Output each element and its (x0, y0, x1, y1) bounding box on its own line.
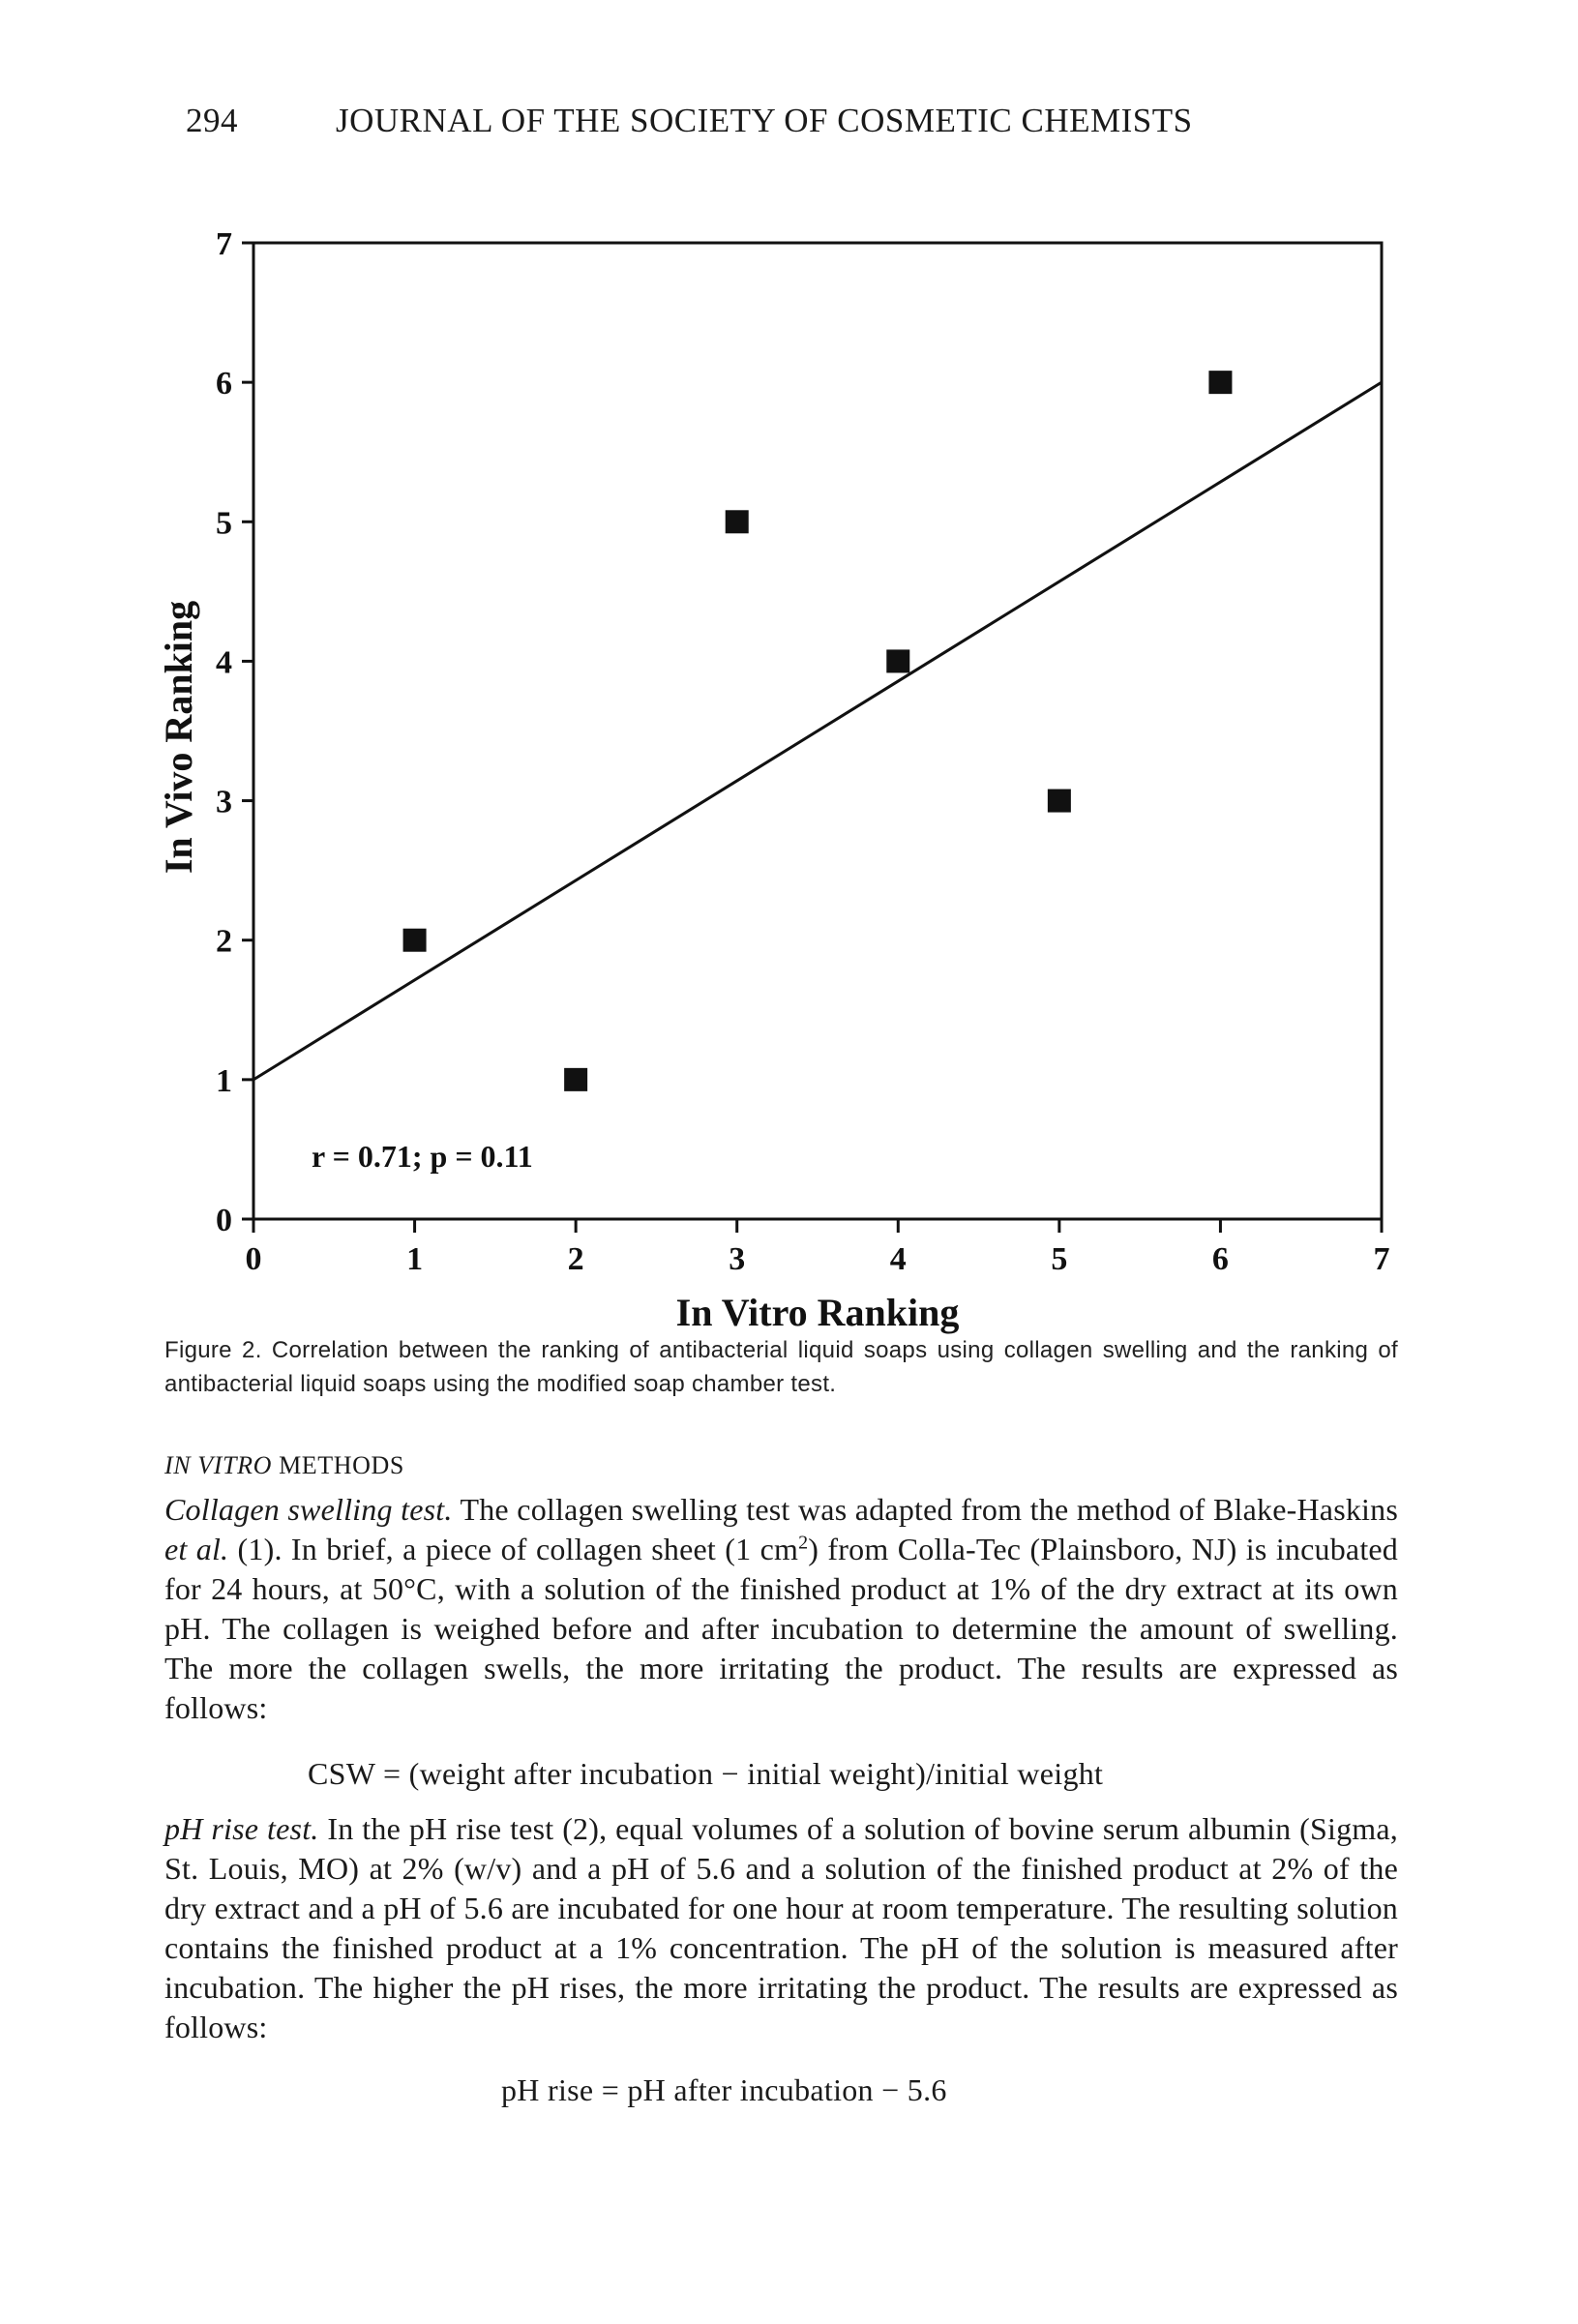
section-heading-italic: IN VITRO (164, 1451, 272, 1479)
data-point (726, 510, 749, 533)
collagen-sup: 2 (798, 1532, 809, 1554)
collagen-text-2: (1). In brief, a piece of collagen sheet (1 cm (237, 1532, 799, 1566)
figure-label: Figure 2. (164, 1337, 262, 1363)
collagen-text-1: The collagen swelling test was adapted from the method of Blake-Haskins (460, 1492, 1399, 1527)
figure-caption-text: Correlation between the ranking of antibacterial liquid soaps using collagen swelling and the ranking of antibacterial liquid soaps using the modified soap chamber test. (164, 1337, 1399, 1397)
collagen-etal: et al. (164, 1532, 229, 1566)
x-tick-label: 5 (1051, 1241, 1068, 1277)
section-heading (164, 1451, 404, 1480)
regression-line (253, 382, 1382, 1080)
collagen-text-3: ) from Colla-Tec (Plainsboro, NJ) is incubated for 24 hours, at 50°C, with a solution of the finished product at 1% of the dry extract at its own pH. The collagen is weighed before and after incubation to determine the amount of swelling. The more the collagen swells, the more irritating the product. The results are expressed as follows: (164, 1532, 1399, 1725)
y-axis-label: In Vivo Ranking (157, 600, 200, 875)
x-tick-label: 4 (889, 1241, 907, 1277)
data-point (403, 929, 427, 952)
x-tick-label: 0 (245, 1241, 262, 1277)
ph-title: pH rise test. (164, 1811, 319, 1846)
x-tick-label: 3 (729, 1241, 746, 1277)
y-tick-label: 7 (216, 226, 232, 262)
collagen-title: Collagen swelling test. (164, 1492, 453, 1527)
collagen-paragraph (164, 1490, 1398, 1728)
data-point (1208, 371, 1232, 394)
ph-text: In the pH rise test (2), equal volumes of a solution of bovine serum albumin (Sigma, St. Louis, MO) at 2% (w/v) and a pH of 5.6 and a solution of the finished product at 2% of the dry extract and a pH of 5.6 are incubated for one hour at room temperature. The resulting solution contains the finished product at a 1% concentration. The pH of the solution is measured after incubation. The higher the pH rises, the more irritating the product. The results are expressed as follows: (164, 1811, 1398, 2044)
y-tick-label: 3 (216, 784, 232, 820)
ph-equation: pH rise = pH after incubation − 5.6 (501, 2072, 947, 2107)
y-tick-label: 6 (216, 366, 232, 402)
data-point (564, 1068, 587, 1091)
section-heading-rest: METHODS (279, 1451, 404, 1479)
x-tick-label: 1 (406, 1241, 424, 1277)
figure-caption (164, 1333, 1398, 1401)
csw-equation: CSW = (weight after incubation − initial weight)/initial weight (308, 1756, 1104, 1791)
x-tick-label: 7 (1373, 1241, 1390, 1277)
y-tick-label: 4 (216, 644, 232, 681)
y-tick-label: 2 (216, 923, 232, 960)
page-number: 294 (186, 102, 238, 139)
correlation-annotation: r = 0.71; p = 0.11 (312, 1139, 533, 1174)
y-tick-label: 1 (216, 1062, 232, 1099)
ph-paragraph (164, 1809, 1398, 2047)
data-point (1048, 790, 1071, 813)
data-point (886, 649, 909, 672)
regression-line-group (253, 382, 1382, 1080)
y-axis-ticks (216, 226, 253, 1238)
x-axis-ticks (246, 1219, 1390, 1277)
x-axis-label: In Vitro Ranking (675, 1291, 960, 1334)
y-tick-label: 5 (216, 505, 232, 542)
y-tick-label: 0 (216, 1203, 232, 1238)
x-tick-label: 6 (1211, 1241, 1229, 1277)
journal-title: JOURNAL OF THE SOCIETY OF COSMETIC CHEMISTS (336, 102, 1193, 139)
x-tick-label: 2 (567, 1241, 584, 1277)
